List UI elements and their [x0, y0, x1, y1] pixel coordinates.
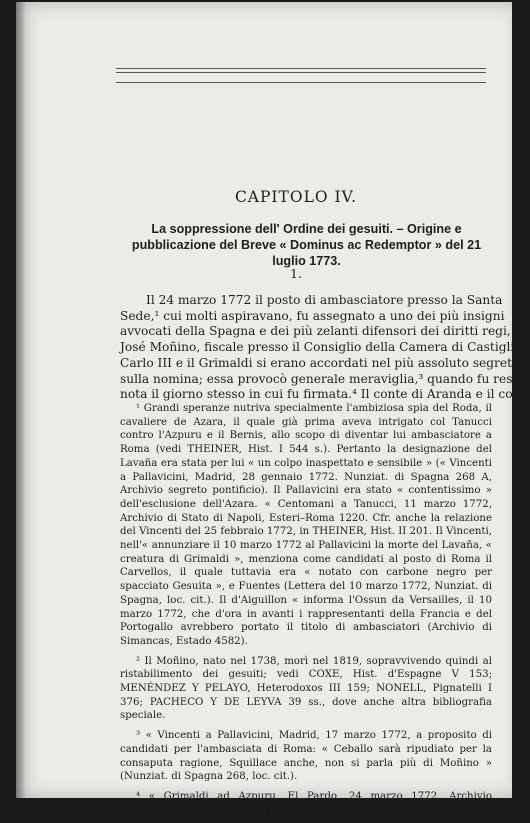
chapter-title: CAPITOLO IV.: [234, 188, 358, 206]
footnote-1: ¹ Grandi speranze nutriva specialmente l'ambiziosa spia del Roda, il cavaliere de Azara, il quale già prima aveva intrigato col Tanucci contro l'Azpuru e il Bernis, allo scopo di diventar lui ambasciatore a Roma (vedi THEINER, Hist. I 544 s.). Pertanto la designazione del Lavaña era stata per lui « un colpo inaspettato e sensibile » (« Vincenti a Pallavicini, Madrid, 28 gennaio 1772. Nunziat. di Spagna 268 A, Archivio segreto pontificio). Il Pallavicini era stato « contentissimo » dell'esclusione dell'Azara. « Centomani a Tanucci, 11 marzo 1772, Archivio di Stato di Napoli, Esteri–Roma 1220. Cfr. anche la relazione del Vincenti del 25 febbraio 1772, in THEINER, Hist. II 201. Il Vincenti, nell'« annunziare il 10 marzo 1772 al Pallavicini la morte del Lavaña, « creatura di Grimaldi », menziona come candidati al posto di Roma il Carvellos, il quale tuttavia era « notato con carbone negro per spacciato Gesuita », e Fuentes (Lettera del 10 marzo 1772, Nunziat. di Spagna, loc. cit.). Il d'Aiguillon « informa l'Ossun da Versailles, il 10 marzo 1772, che d'ora in avanti i rappresentanti della Francia e del Portogallo avrebbero portato il titolo di ambasciatori (Archivio di Simancas, Estado 4582).: [120, 403, 492, 647]
body-line: José Moñino, fiscale presso il Consiglio della Camera di Castiglia.²: [120, 340, 530, 355]
header-rule-bottom: [116, 82, 486, 83]
body-text: [120, 293, 530, 403]
body-line: Il 24 marzo 1772 il posto di ambasciatore presso la Santa: [146, 293, 503, 307]
body-line: nota il giorno stesso in cui fu firmata.⁴ Il conte di Aranda e il con-: [120, 387, 525, 402]
body-line: sulla nomina; essa provocò generale meraviglia,³ quando fu resa: [120, 371, 520, 386]
footnotes: [120, 402, 492, 823]
footnote-2: ² Il Moñino, nato nel 1738, morì nel 1819, sopravvivendo quindi al ristabilimento dei gesuiti; vedi COXE, Hist. d'Espagne V 153; MENÉNDEZ Y PELAYO, Heterodoxos III 159; NONELL, Pignatelli I 376; PACHECO Y DE LEYVA 39 ss., dove anche altra bibliografia speciale.: [120, 655, 492, 722]
body-line: avvocati della Spagna e dei più zelanti difensori dei diritti regi,: [120, 324, 511, 339]
body-line: Carlo III e il Grimaldi si erano accordati nel più assoluto segreto: [120, 355, 520, 370]
footnote-4: ⁴ « Grimaldi ad Azpuru, El Pardo, 24 marzo 1772, Archivio dell'Ambasciata di Spagna a Roma.: [120, 790, 492, 816]
section-number: 1.: [290, 266, 302, 281]
header-rule-top: [116, 68, 486, 69]
book-page: [16, 2, 530, 816]
chapter-subtitle: La soppressione dell' Ordine dei gesuiti. – Origine e pubblicazione del Breve « Dominus ac Redemptor » del 21 luglio 1773.: [131, 222, 482, 268]
header-rule-middle: [116, 72, 486, 73]
footnote-3: ³ « Vincenti a Pallavicini, Madrid, 17 marzo 1772, a proposito di candidati per l'ambasciata di Roma: « Ceballo sarà ripudiato per la consaputa ragione, Squillace anche, non si parla più di Moñino » (Nunziat. di Spagna 268, loc. cit.).: [120, 730, 492, 783]
body-line: Sede,¹ cui molti aspiravano, fu assegnato a uno dei più insigni: [120, 308, 505, 323]
